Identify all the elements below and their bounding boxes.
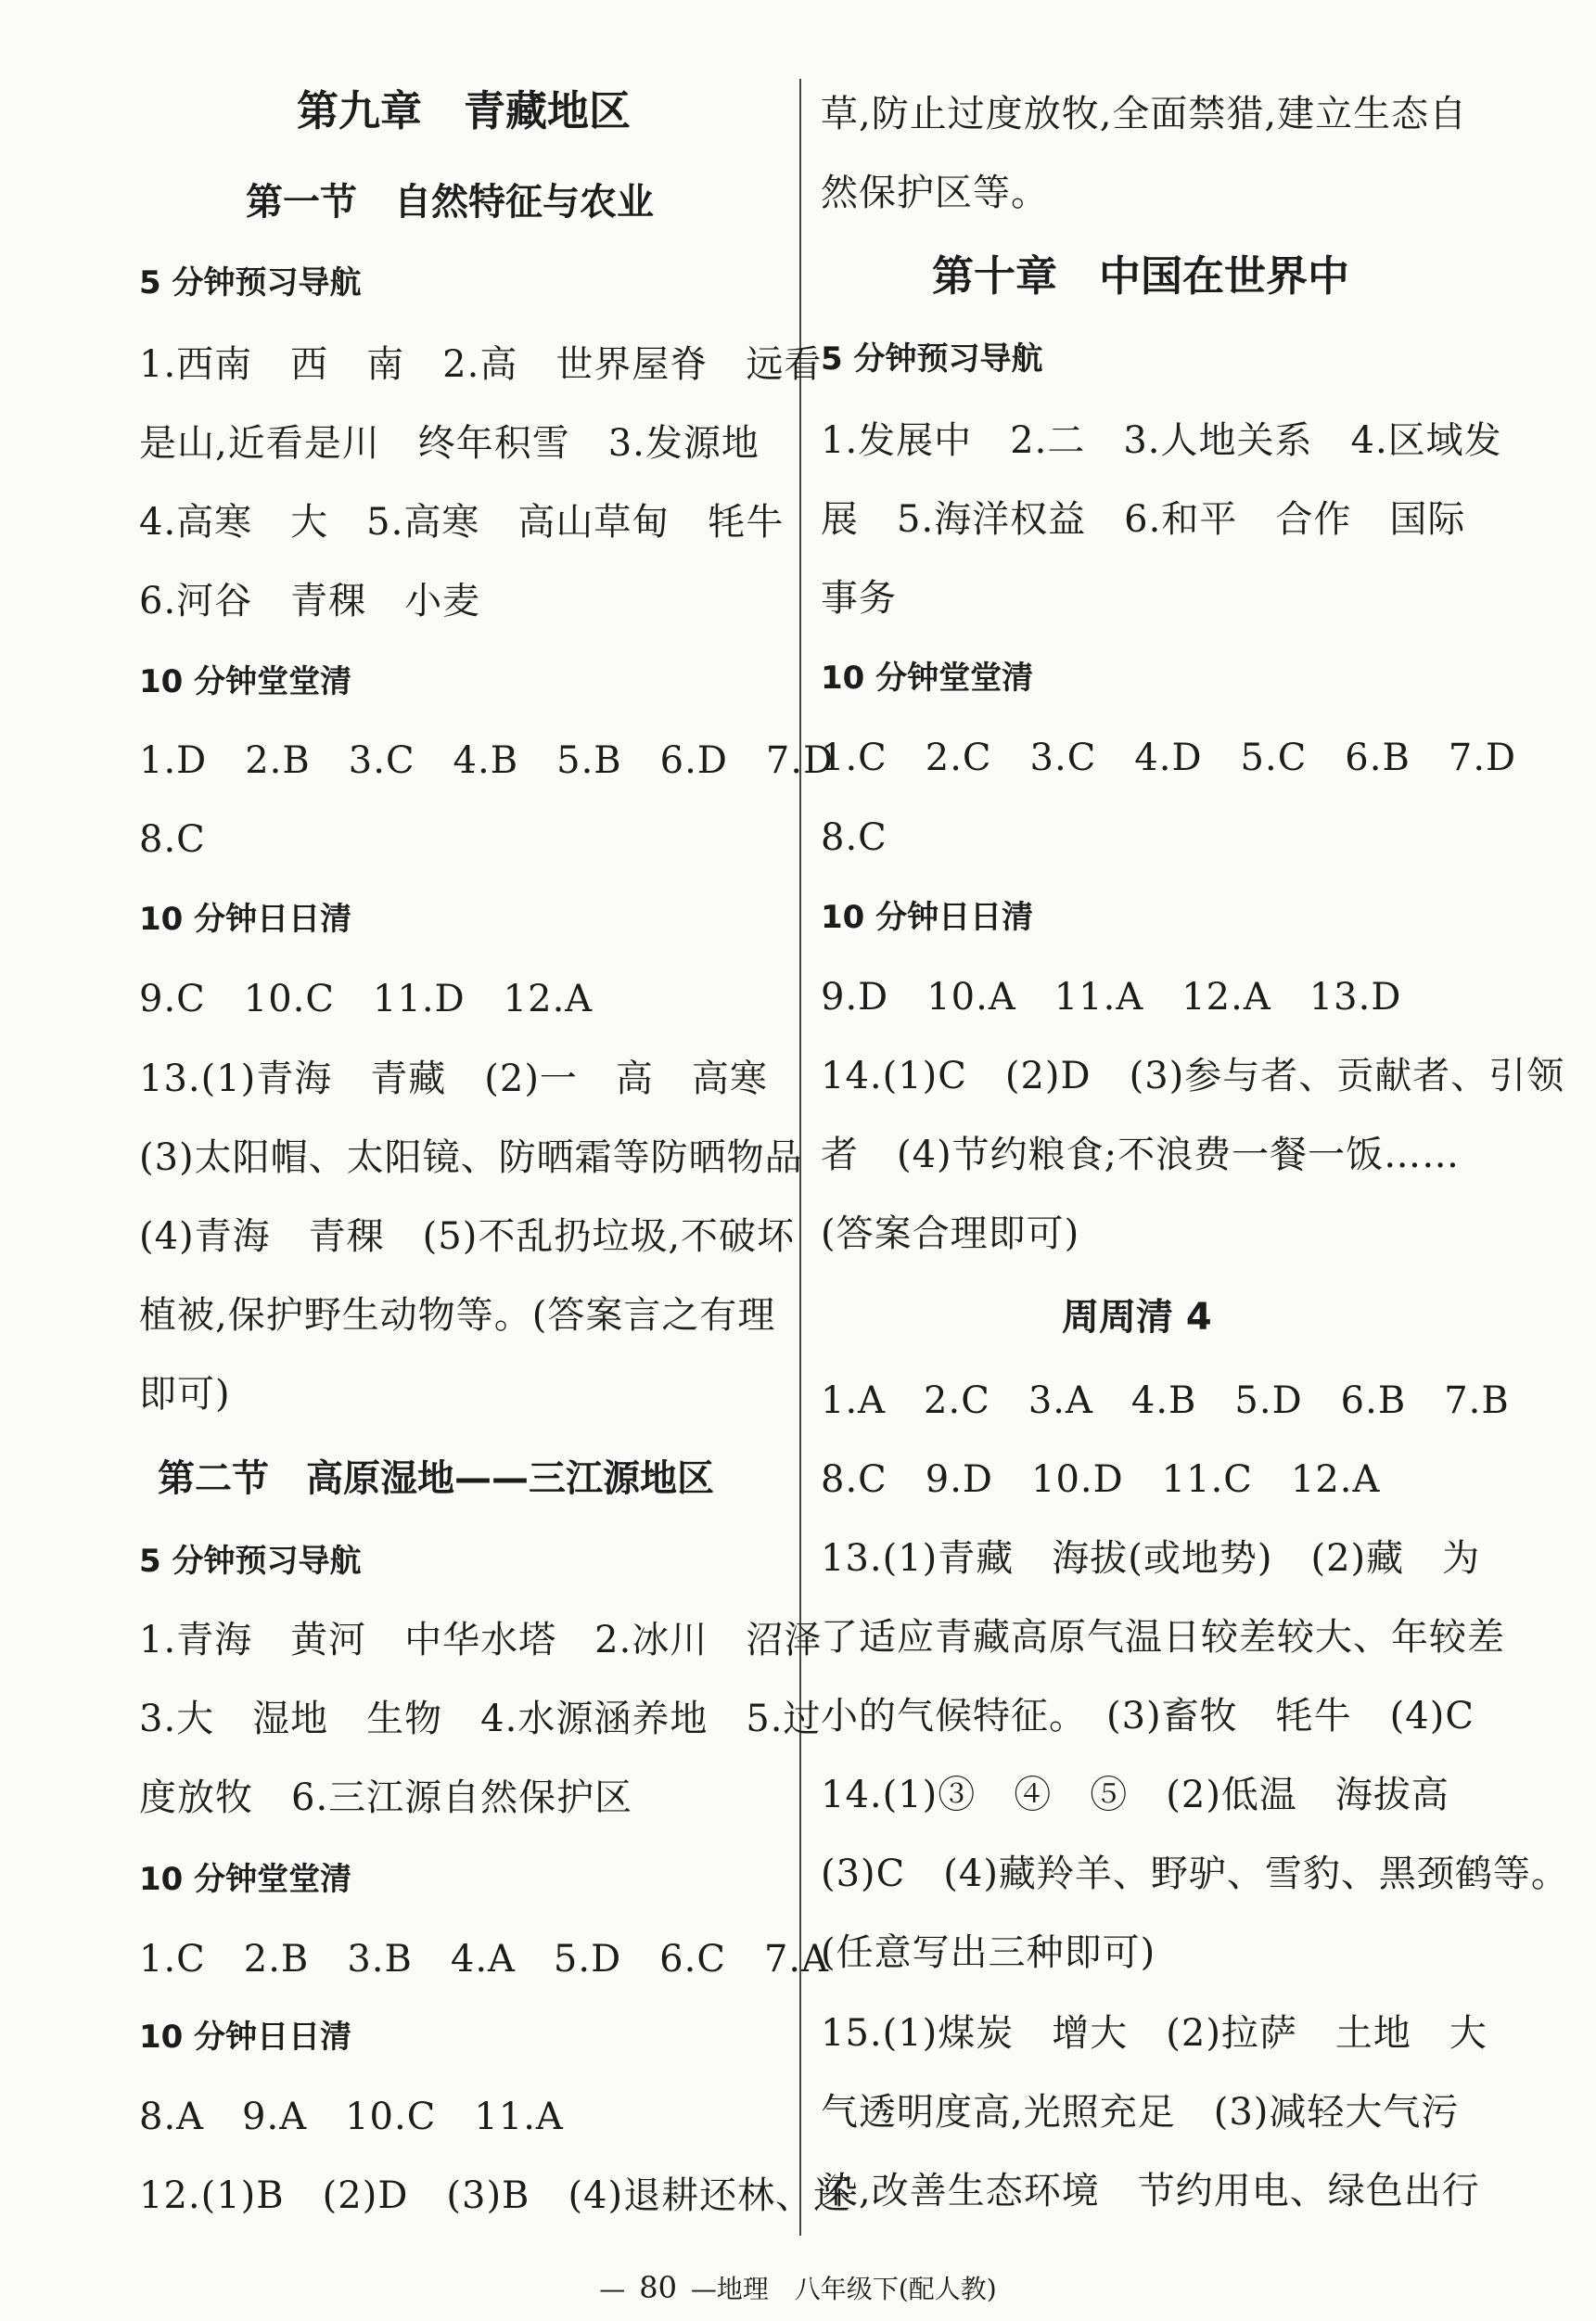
s2-class-heading: 10 分钟堂堂清 (139, 1861, 352, 1898)
text-line: 展 5.海洋权益 6.和平 合作 国际 (821, 498, 1466, 541)
text-line: 即可) (139, 1373, 231, 1416)
text-line: 1.发展中 2.二 3.人地关系 4.区域发 (821, 419, 1502, 462)
chapter-9-title: 第九章 青藏地区 (297, 86, 632, 135)
text-line: 1.西南 西 南 2.高 世界屋脊 远看 (139, 343, 823, 386)
text-line: 植被,保护野生动物等。(答案言之有理 (139, 1294, 776, 1337)
text-line: 然保护区等。 (821, 172, 1049, 214)
s1-daily-heading: 10 分钟日日清 (139, 901, 352, 938)
text-line: 1.C 2.B 3.B 4.A 5.D 6.C 7.A (139, 1938, 829, 1981)
text-line: 是山,近看是川 终年积雪 3.发源地 (139, 422, 760, 465)
text-line: 13.(1)青藏 海拔(或地势) (2)藏 为 (821, 1537, 1481, 1580)
text-line: 6.河谷 青稞 小麦 (139, 580, 481, 622)
footer-subject: —地理 八年级下(配人教) (690, 2274, 997, 2304)
text-line: (4)青海 青稞 (5)不乱扔垃圾,不破坏 (139, 1215, 796, 1258)
s1-preview-heading: 5 分钟预习导航 (139, 264, 362, 301)
text-line: 8.C (139, 818, 206, 861)
section-2-title: 第二节 高原湿地——三江源地区 (158, 1457, 714, 1500)
text-line: 8.C (821, 816, 887, 859)
text-line: (任意写出三种即可) (821, 1931, 1156, 1974)
text-line: (3)C (4)藏羚羊、野驴、雪豹、黑颈鹤等。 (821, 1853, 1569, 1895)
text-line: 度放牧 6.三江源自然保护区 (139, 1776, 633, 1819)
text-line: 4.高寒 大 5.高寒 高山草甸 牦牛 (139, 501, 785, 544)
text-line: 13.(1)青海 青藏 (2)一 高 高寒 (139, 1058, 768, 1100)
text-line: 9.C 10.C 11.D 12.A (139, 978, 594, 1020)
text-line: (答案合理即可) (821, 1212, 1080, 1255)
text-line: 染,改善生态环境 节约用电、绿色出行 (821, 2170, 1480, 2212)
text-line: 8.A 9.A 10.C 11.A (139, 2096, 564, 2138)
text-line: 1.青海 黄河 中华水塔 2.冰川 沼泽 (139, 1619, 823, 1661)
text-line: 14.(1)③ ④ ⑤ (2)低温 海拔高 (821, 1774, 1449, 1816)
text-line: (3)太阳帽、太阳镜、防晒霜等防晒物品 (139, 1136, 803, 1179)
text-line: 者 (4)节约粮食;不浪费一餐一饭…… (821, 1134, 1461, 1176)
text-line: 8.C 9.D 10.D 11.C 12.A (821, 1458, 1381, 1501)
text-line: 草,防止过度放牧,全面禁猎,建立生态自 (821, 93, 1468, 135)
text-line: 12.(1)B (2)D (3)B (4)退耕还林、还 (139, 2174, 852, 2217)
preview-heading: 5 分钟预习导航 (821, 340, 1043, 378)
daily-heading: 10 分钟日日清 (821, 899, 1034, 936)
text-line: 14.(1)C (2)D (3)参与者、贡献者、引领 (821, 1055, 1565, 1097)
footer-dash: — (599, 2274, 626, 2304)
text-line: 小的气候特征。 (3)畜牧 牦牛 (4)C (821, 1695, 1475, 1738)
page-number: 80 (639, 2270, 677, 2305)
text-line: 1.D 2.B 3.C 4.B 5.B 6.D 7.D (139, 739, 835, 782)
text-line: 事务 (821, 577, 897, 620)
page-footer (0, 2271, 1596, 2306)
section-1-title: 第一节 自然特征与农业 (246, 181, 654, 224)
text-line: 1.A 2.C 3.A 4.B 5.D 6.B 7.B (821, 1379, 1510, 1422)
s1-class-heading: 10 分钟堂堂清 (139, 663, 352, 700)
s2-preview-heading: 5 分钟预习导航 (139, 1543, 362, 1580)
text-line: 15.(1)煤炭 增大 (2)拉萨 土地 大 (821, 2012, 1487, 2055)
text-line: 9.D 10.A 11.A 12.A 13.D (821, 976, 1402, 1019)
chapter-10-title: 第十章 中国在世界中 (932, 251, 1350, 301)
text-line: 1.C 2.C 3.C 4.D 5.C 6.B 7.D (821, 737, 1517, 779)
text-line: 气透明度高,光照充足 (3)减轻大气污 (821, 2091, 1460, 2134)
class-heading: 10 分钟堂堂清 (821, 660, 1034, 697)
weekly-title: 周周清 4 (1062, 1296, 1212, 1339)
text-line: 了适应青藏高原气温日较差较大、年较差 (821, 1616, 1505, 1659)
text-line: 3.大 湿地 生物 4.水源涵养地 5.过 (139, 1698, 822, 1740)
s2-daily-heading: 10 分钟日日清 (139, 2019, 352, 2056)
